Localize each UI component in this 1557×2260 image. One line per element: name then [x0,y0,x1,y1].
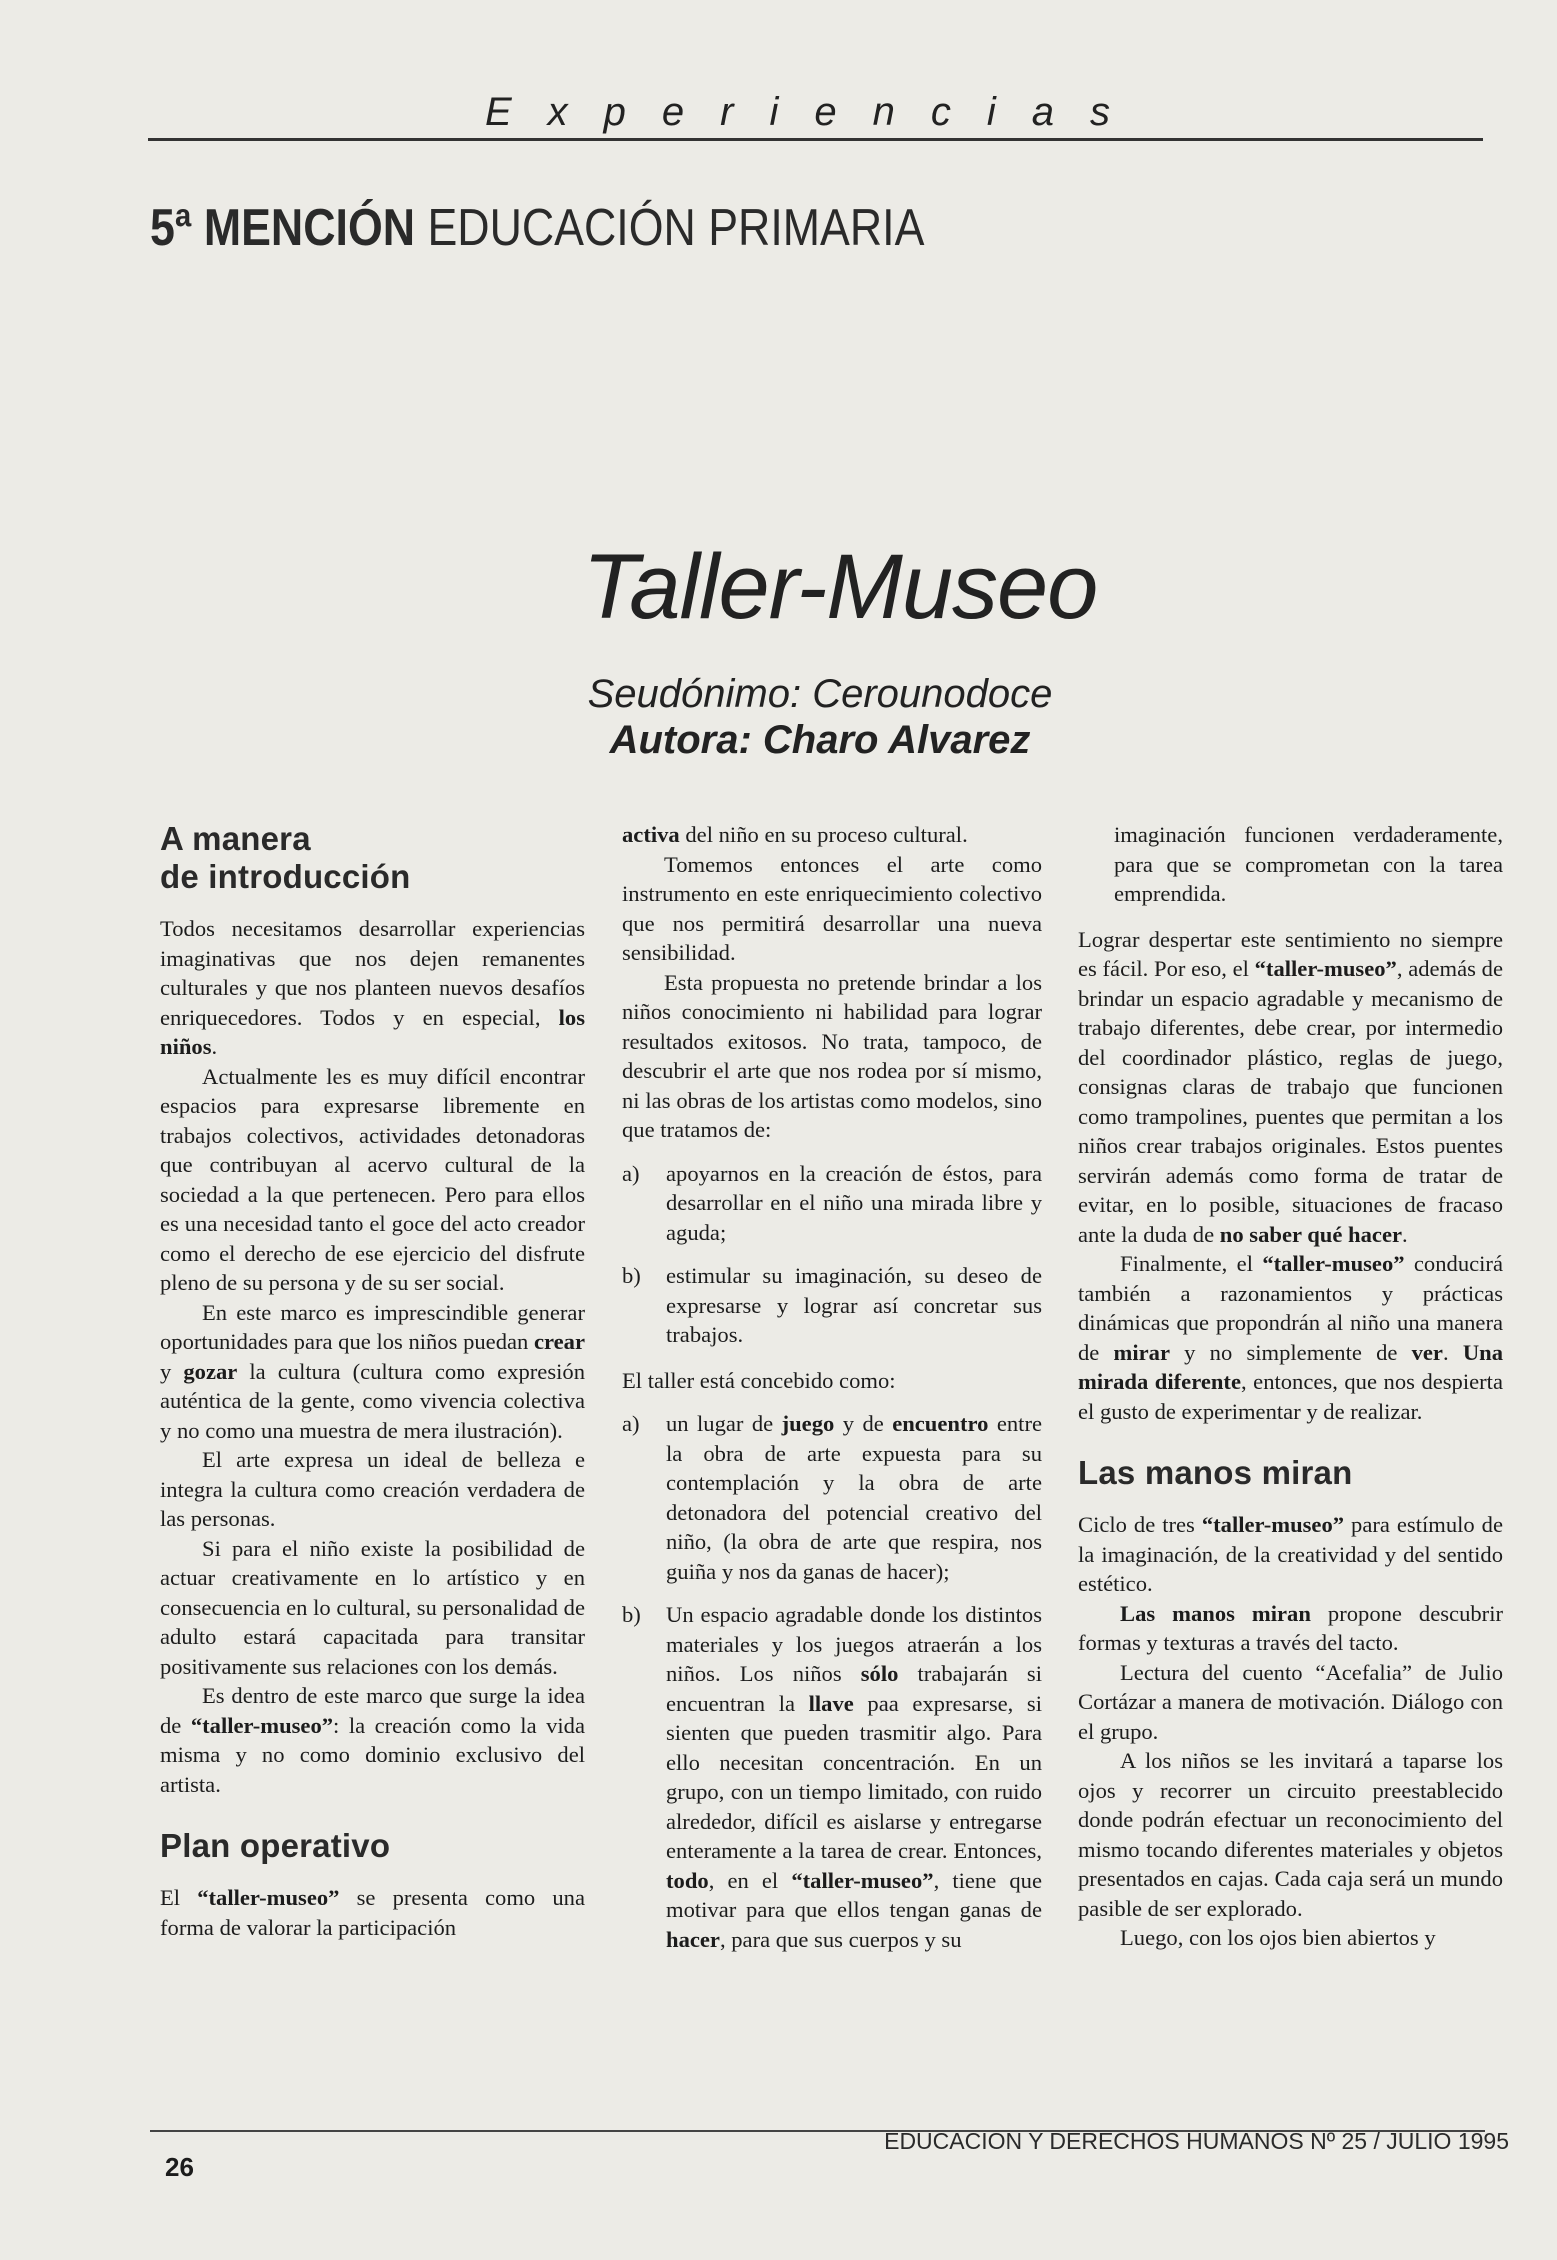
article-title: Taller-Museo [582,536,1098,638]
article-pseudonym: Seudónimo: Cerounodoce [587,672,1053,716]
list-item: a) un lugar de juego y de encuentro entre la obra de arte expuesta para su contemplación y la obra de arte detonadora del potencial creativo del niño, (la obra de arte que respira, nos guiña y nos da ganas de hacer); [622,1411,1042,1584]
column-3 [1078,820,1503,1953]
mention-heading [150,198,924,258]
page-number: 26 [165,2152,194,2182]
paragraph: Finalmente, el “taller-museo” conducirá también a razonamientos y prácticas dinámicas que propondrán al niño una manera de mirar y no simplemente de ver. Una mirada diferente, entonces, que nos despierta el gusto de experimentar y de realizar. [1078,1251,1503,1424]
paragraph: El “taller-museo” se presenta como una forma de valorar la participación [160,1885,585,1940]
paragraph: Si para el niño existe la posibilidad de actuar creativamente en lo artístico y en consecuencia en lo cultural, su personalidad de adulto estará capacitada para transitar positivamente sus relaciones con los demás. [160,1535,585,1679]
paragraph: En este marco es imprescindible generar oportunidades para que los niños puedan crear y gozar la cultura (cultura como expresión auténtica de la gente, como vivencia colectiva y no como una muestra de mera ilustración). [160,1299,585,1443]
heading-line-2: de introducción [160,858,411,895]
publication-footer: EDUCACION Y DERECHOS HUMANOS Nº 25 / JULIO 1995 [884,2128,1509,2154]
section-heading-plan: Plan operativo [160,1827,391,1864]
section-heading-manos: Las manos miran [1078,1454,1353,1491]
mention-category: EDUCACIÓN PRIMARIA [427,199,925,257]
paragraph: Luego, con los ojos bien abiertos y [1120,1925,1436,1950]
objectives-list [622,1159,1042,1350]
column-2 [622,820,1042,1968]
paragraph: Lograr despertar este sentimiento no siempre es fácil. Por eso, el “taller-museo”, además de brindar un espacio agradable y mecanismo de trabajo diferentes, debe crear, por intermedio del coordinador plástico, reglas de juego, consignas claras de trabajo que funcionen como trampolines, puentes que permitan a los niños crear trabajos originales. Estos puentes servirán además como forma de tratar de evitar, en lo posible, situaciones de fracaso ante la duda de no saber qué hacer. [1078,926,1503,1247]
list-item: a) apoyarnos en la creación de éstos, para desarrollar en el niño una mirada libre y aguda; [622,1160,1042,1245]
paragraph: Todos necesitamos desarrollar experiencias imaginativas que nos dejen remanentes culturales y que nos planteen nuevos desafíos enriquecedores. Todos y en especial, los niños. [160,916,585,1059]
article-author: Autora: Charo Alvarez [609,718,1031,762]
paragraph: A los niños se les invitará a taparse los ojos y recorrer un circuito preestablecido donde podrán efectuar un reconocimiento del mismo tocando diferentes materiales y objetos presentados en cajas. Cada caja será un mundo pasible de ser explorado. [1078,1748,1503,1921]
paragraph: El arte expresa un ideal de belleza e integra la cultura como creación verdadera de las personas. [160,1447,585,1531]
concept-list [622,1409,1042,1954]
running-section-title: Experiencias [484,90,1146,134]
paragraph: Es dentro de este marco que surge la idea de “taller-museo”: la creación como la vida misma y no como dominio exclusivo del artista. [160,1683,585,1797]
paragraph-continued: imaginación funcionen verdaderamente, para que se comprometan con la tarea emprendida. [1114,822,1503,906]
list-item: b) estimular su imaginación, su deseo de expresarse y lograr así concretar sus trabajos. [622,1263,1042,1347]
heading-line-1: A manera [160,820,311,857]
paragraph: Tomemos entonces el arte como instrumento en este enriquecimiento colectivo que nos permitirá desarrollar una nueva sensibilidad. [622,851,1042,965]
header-rule [148,138,1483,141]
paragraph: Ciclo de tres “taller-museo” para estímulo de la imaginación, de la creatividad y del sentido estético. [1078,1512,1503,1596]
paragraph: El taller está concebido como: [622,1367,896,1393]
paragraph: Las manos miran propone descubrir formas y texturas a través del tacto. [1078,1600,1503,1655]
paragraph: Esta propuesta no pretende brindar a los niños conocimiento ni habilidad para lograr resultados exitosos. No trata, tampoco, de descubrir el arte que nos rodea por sí mismo, ni las obras de los artistas como modelos, sino que tratamos de: [622,969,1042,1142]
paragraph: activa del niño en su proceso cultural. [622,822,968,847]
column-1 [160,820,585,1942]
section-heading-introduction [160,820,585,896]
list-item: b) Un espacio agradable donde los distintos materiales y los juegos atraerán a los niños. Los niños sólo trabajarán si encuentran la llave paa expresarse, si sienten que pueden trasmitir algo. Para ello necesitan concentración. En un grupo, con un tiempo limitado, con ruido alrededor, difícil es aislarse y entregarse enteramente a la tarea de crear. Entonces, todo, en el “taller-museo”, tiene que motivar para que ellos tengan ganas de hacer, para que sus cuerpos y su [622,1602,1042,1952]
paragraph: Actualmente les es muy difícil encontrar espacios para expresarse libremente en trabajos colectivos, actividades detonadoras que contribuyan al acervo cultural de la sociedad a la que pertenecen. Pero para ellos es una necesidad tanto el goce del acto creador como el derecho de ese ejercicio del disfrute pleno de su persona y de su ser social. [160,1063,585,1295]
paragraph: Lectura del cuento “Acefalia” de Julio Cortázar a manera de motivación. Diálogo con el grupo. [1078,1659,1503,1744]
mention-rank: 5ª MENCIÓN [150,199,416,257]
